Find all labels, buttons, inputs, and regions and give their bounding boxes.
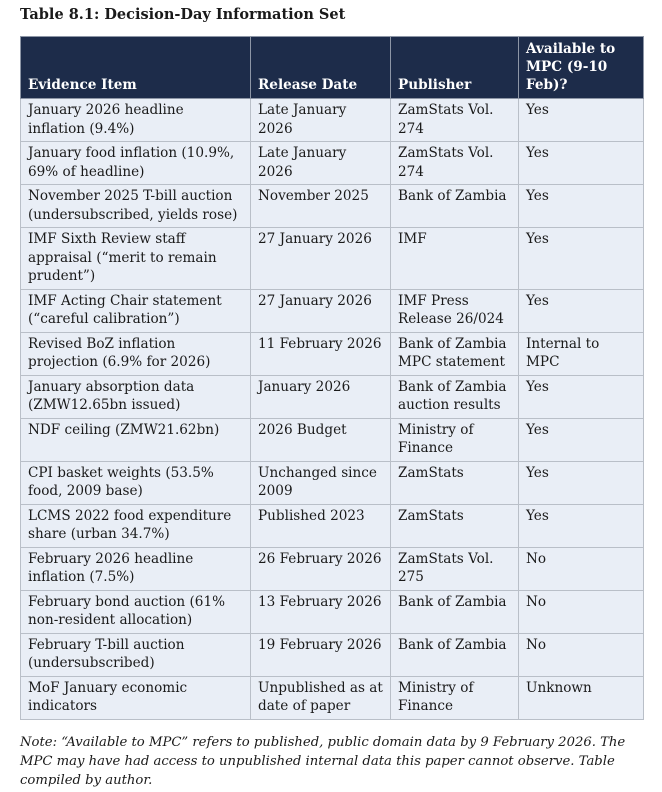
cell-publisher: ZamStats bbox=[391, 461, 519, 504]
cell-availability: Internal to MPC bbox=[519, 332, 644, 375]
cell-publisher: ZamStats Vol. 275 bbox=[391, 547, 519, 590]
cell-publisher: IMF Press Release 26/024 bbox=[391, 289, 519, 332]
cell-availability: No bbox=[519, 590, 644, 633]
cell-evidence-item: Revised BoZ inflation projection (6.9% for 2026) bbox=[21, 332, 251, 375]
table-row bbox=[21, 228, 644, 290]
cell-evidence-item: IMF Sixth Review staff appraisal (“merit to remain prudent”) bbox=[21, 228, 251, 290]
cell-availability: Yes bbox=[519, 142, 644, 185]
table-title: Table 8.1: Decision-Day Information Set bbox=[20, 6, 346, 23]
cell-evidence-item: February 2026 headline inflation (7.5%) bbox=[21, 547, 251, 590]
cell-availability: Yes bbox=[519, 228, 644, 290]
cell-release-date: 27 January 2026 bbox=[251, 289, 391, 332]
cell-availability: Yes bbox=[519, 289, 644, 332]
cell-availability: Unknown bbox=[519, 676, 644, 719]
cell-evidence-item: CPI basket weights (53.5% food, 2009 base) bbox=[21, 461, 251, 504]
cell-evidence-item: January absorption data (ZMW12.65bn issued) bbox=[21, 375, 251, 418]
cell-evidence-item: MoF January economic indicators bbox=[21, 676, 251, 719]
cell-availability: Yes bbox=[519, 461, 644, 504]
cell-publisher: Ministry of Finance bbox=[391, 676, 519, 719]
cell-publisher: Bank of Zambia bbox=[391, 633, 519, 676]
header-release-date: Release Date bbox=[251, 37, 391, 99]
table-row bbox=[21, 418, 644, 461]
cell-release-date: Late January 2026 bbox=[251, 142, 391, 185]
cell-evidence-item: November 2025 T-bill auction (undersubscribed, yields rose) bbox=[21, 185, 251, 228]
cell-release-date: 13 February 2026 bbox=[251, 590, 391, 633]
cell-release-date: Unchanged since 2009 bbox=[251, 461, 391, 504]
table-row bbox=[21, 185, 644, 228]
cell-publisher: Bank of Zambia MPC statement bbox=[391, 332, 519, 375]
cell-release-date: Unpublished as at date of paper bbox=[251, 676, 391, 719]
cell-publisher: ZamStats Vol. 274 bbox=[391, 142, 519, 185]
cell-publisher: IMF bbox=[391, 228, 519, 290]
header-publisher: Publisher bbox=[391, 37, 519, 99]
cell-evidence-item: IMF Acting Chair statement (“careful calibration”) bbox=[21, 289, 251, 332]
table-row bbox=[21, 99, 644, 142]
cell-evidence-item: LCMS 2022 food expenditure share (urban 34.7%) bbox=[21, 504, 251, 547]
table-header bbox=[21, 37, 644, 99]
cell-availability: Yes bbox=[519, 418, 644, 461]
table-row bbox=[21, 142, 644, 185]
header-evidence-item: Evidence Item bbox=[21, 37, 251, 99]
table-row bbox=[21, 375, 644, 418]
cell-release-date: January 2026 bbox=[251, 375, 391, 418]
cell-release-date: 11 February 2026 bbox=[251, 332, 391, 375]
cell-availability: Yes bbox=[519, 504, 644, 547]
cell-evidence-item: February T-bill auction (undersubscribed) bbox=[21, 633, 251, 676]
table-row bbox=[21, 547, 644, 590]
cell-release-date: 27 January 2026 bbox=[251, 228, 391, 290]
cell-publisher: Bank of Zambia bbox=[391, 590, 519, 633]
cell-release-date: 2026 Budget bbox=[251, 418, 391, 461]
cell-release-date: Published 2023 bbox=[251, 504, 391, 547]
cell-availability: Yes bbox=[519, 185, 644, 228]
header-row bbox=[21, 37, 644, 99]
cell-evidence-item: February bond auction (61% non-resident allocation) bbox=[21, 590, 251, 633]
table-row bbox=[21, 676, 644, 719]
evidence-table bbox=[20, 36, 644, 720]
cell-publisher: ZamStats Vol. 274 bbox=[391, 99, 519, 142]
cell-release-date: 19 February 2026 bbox=[251, 633, 391, 676]
cell-evidence-item: January food inflation (10.9%, 69% of headline) bbox=[21, 142, 251, 185]
cell-publisher: Ministry of Finance bbox=[391, 418, 519, 461]
cell-evidence-item: NDF ceiling (ZMW21.62bn) bbox=[21, 418, 251, 461]
cell-evidence-item: January 2026 headline inflation (9.4%) bbox=[21, 99, 251, 142]
table-row bbox=[21, 289, 644, 332]
table-row bbox=[21, 504, 644, 547]
cell-availability: Yes bbox=[519, 375, 644, 418]
cell-availability: No bbox=[519, 633, 644, 676]
table-row bbox=[21, 590, 644, 633]
cell-publisher: Bank of Zambia bbox=[391, 185, 519, 228]
cell-release-date: 26 February 2026 bbox=[251, 547, 391, 590]
cell-availability: Yes bbox=[519, 99, 644, 142]
cell-availability: No bbox=[519, 547, 644, 590]
header-available-to-mpc: Available to MPC (9-10 Feb)? bbox=[519, 37, 644, 99]
table-row bbox=[21, 633, 644, 676]
cell-release-date: November 2025 bbox=[251, 185, 391, 228]
cell-release-date: Late January 2026 bbox=[251, 99, 391, 142]
cell-publisher: Bank of Zambia auction results bbox=[391, 375, 519, 418]
table-note: Note: “Available to MPC” refers to published, public domain data by 9 February 2026. The MPC may have had access to unpublished internal data this paper cannot observe. Table compiled by author. bbox=[20, 735, 626, 788]
table-row bbox=[21, 461, 644, 504]
table-body bbox=[21, 99, 644, 720]
cell-publisher: ZamStats bbox=[391, 504, 519, 547]
table-row bbox=[21, 332, 644, 375]
